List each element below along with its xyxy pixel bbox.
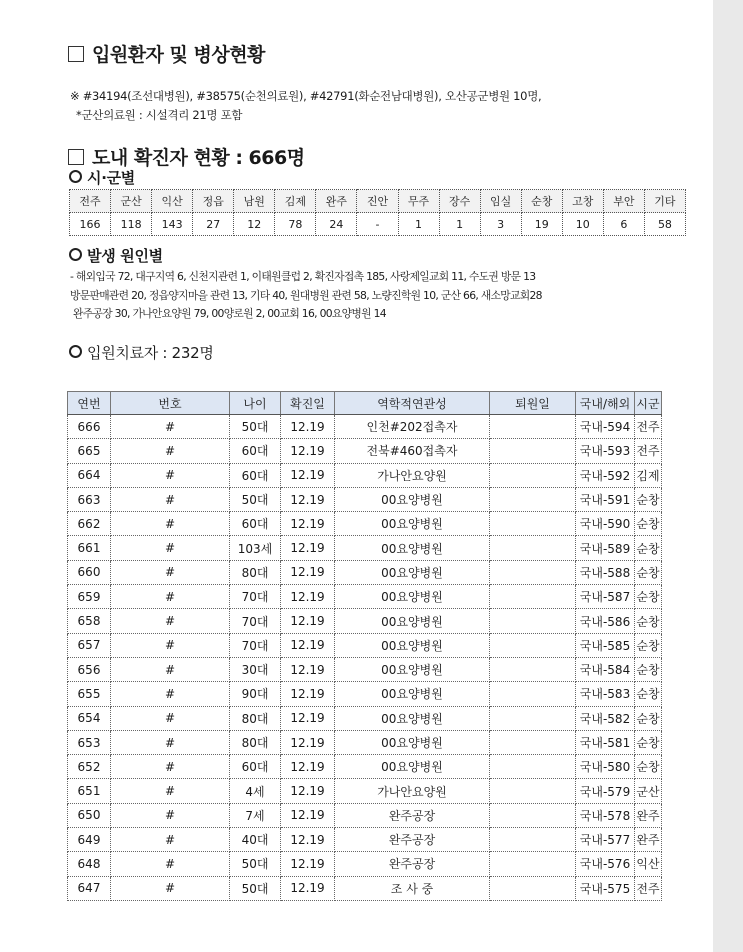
table-cell: 12.19: [281, 755, 335, 779]
table-cell: 순창: [635, 512, 662, 536]
region-header-cell: 군산: [111, 190, 152, 213]
table-row: [68, 512, 662, 536]
region-header-cell: 순창: [521, 190, 562, 213]
table-cell: 국내-577: [576, 828, 635, 852]
table-cell: #: [111, 779, 230, 803]
region-value-cell: 12: [234, 213, 275, 236]
subtitle-text: 발생 원인별: [87, 247, 163, 265]
table-cell: [490, 682, 576, 706]
table-cell: #: [111, 657, 230, 681]
table-cell: 12.19: [281, 463, 335, 487]
region-subtitle: [69, 167, 135, 188]
checkbox-icon: [68, 149, 84, 165]
table-cell: 12.19: [281, 633, 335, 657]
table-cell: 순창: [635, 536, 662, 560]
region-header-cell: 진안: [357, 190, 398, 213]
table-cell: #: [111, 487, 230, 511]
table-cell: 조 사 중: [335, 876, 490, 900]
table-cell: 649: [68, 828, 111, 852]
table-cell: 국내-578: [576, 803, 635, 827]
table-cell: 00요양병원: [335, 706, 490, 730]
column-header: 확진일: [281, 392, 335, 415]
table-cell: 00요양병원: [335, 682, 490, 706]
table-cell: 648: [68, 852, 111, 876]
table-cell: 국내-575: [576, 876, 635, 900]
table-cell: 665: [68, 439, 111, 463]
table-cell: #: [111, 682, 230, 706]
table-cell: 657: [68, 633, 111, 657]
table-cell: 완주: [635, 803, 662, 827]
table-cell: 12.19: [281, 512, 335, 536]
table-row: [68, 439, 662, 463]
table-cell: 국내-579: [576, 779, 635, 803]
table-cell: 00요양병원: [335, 657, 490, 681]
table-cell: [490, 779, 576, 803]
table-cell: [490, 463, 576, 487]
region-value-cell: 143: [152, 213, 193, 236]
table-cell: 12.19: [281, 560, 335, 584]
table-cell: 00요양병원: [335, 560, 490, 584]
table-cell: [490, 755, 576, 779]
table-cell: [490, 876, 576, 900]
table-cell: 순창: [635, 657, 662, 681]
table-cell: #: [111, 536, 230, 560]
table-row: [68, 730, 662, 754]
table-cell: [490, 706, 576, 730]
region-header-cell: 임실: [480, 190, 521, 213]
table-cell: 12.19: [281, 487, 335, 511]
table-cell: 국내-586: [576, 609, 635, 633]
column-header: 시군: [635, 392, 662, 415]
table-cell: 652: [68, 755, 111, 779]
table-cell: 651: [68, 779, 111, 803]
table-cell: 660: [68, 560, 111, 584]
table-row: [68, 803, 662, 827]
table-cell: 00요양병원: [335, 512, 490, 536]
table-cell: 12.19: [281, 828, 335, 852]
section-inpatient-status-title: [68, 40, 265, 67]
table-cell: 80대: [230, 730, 281, 754]
table-cell: [490, 609, 576, 633]
table-cell: [490, 633, 576, 657]
table-cell: #: [111, 852, 230, 876]
table-cell: 국내-591: [576, 487, 635, 511]
table-cell: 국내-594: [576, 415, 635, 439]
subtitle-text: 시·군별: [87, 169, 135, 187]
table-row: [68, 487, 662, 511]
table-cell: 30대: [230, 657, 281, 681]
table-cell: #: [111, 706, 230, 730]
table-row: [68, 755, 662, 779]
table-cell: 가나안요양원: [335, 463, 490, 487]
table-cell: 663: [68, 487, 111, 511]
table-cell: 60대: [230, 439, 281, 463]
table-cell: 12.19: [281, 876, 335, 900]
table-cell: [490, 512, 576, 536]
table-cell: 12.19: [281, 730, 335, 754]
table-cell: 656: [68, 657, 111, 681]
table-cell: 40대: [230, 828, 281, 852]
table-cell: #: [111, 439, 230, 463]
region-header-cell: 김제: [275, 190, 316, 213]
table-cell: 완주공장: [335, 803, 490, 827]
table-cell: #: [111, 730, 230, 754]
table-cell: 완주공장: [335, 852, 490, 876]
table-cell: 00요양병원: [335, 633, 490, 657]
table-cell: 국내-585: [576, 633, 635, 657]
region-header-cell: 정읍: [193, 190, 234, 213]
table-cell: 국내-582: [576, 706, 635, 730]
table-cell: 00요양병원: [335, 730, 490, 754]
column-header: 국내/해외: [576, 392, 635, 415]
table-cell: 00요양병원: [335, 585, 490, 609]
section-title-text: 도내 확진자 현황 : 666명: [92, 147, 305, 169]
table-cell: 국내-590: [576, 512, 635, 536]
cause-line: - 해외입국 72, 대구지역 6, 신천지관련 1, 이태원클럽 2, 확진자접촉 185, 사랑제일교회 11, 수도권 방문 13: [70, 270, 536, 283]
table-cell: 국내-592: [576, 463, 635, 487]
region-table: [69, 189, 686, 236]
table-row: [68, 779, 662, 803]
table-row: [68, 876, 662, 900]
table-cell: 순창: [635, 730, 662, 754]
table-cell: 60대: [230, 755, 281, 779]
region-header-row: [70, 190, 686, 213]
subtitle-text: 입원치료자 : 232명: [87, 344, 214, 362]
table-cell: 김제: [635, 463, 662, 487]
table-cell: 647: [68, 876, 111, 900]
checkbox-icon: [68, 46, 84, 62]
column-header: 번호: [111, 392, 230, 415]
table-cell: [490, 487, 576, 511]
table-cell: 12.19: [281, 706, 335, 730]
region-value-cell: -: [357, 213, 398, 236]
table-cell: #: [111, 828, 230, 852]
table-row: [68, 657, 662, 681]
table-cell: 가나안요양원: [335, 779, 490, 803]
region-value-cell: 1: [439, 213, 480, 236]
table-row: [68, 415, 662, 439]
table-cell: 12.19: [281, 585, 335, 609]
cause-line: 완주공장 30, 가나안요양원 79, 00양로원 2, 00교회 16, 00요양병원 14: [73, 307, 386, 320]
table-cell: [490, 657, 576, 681]
region-value-cell: 3: [480, 213, 521, 236]
table-cell: 전주: [635, 439, 662, 463]
inpatient-header-row: [68, 392, 662, 415]
region-header-cell: 무주: [398, 190, 439, 213]
table-cell: 국내-593: [576, 439, 635, 463]
table-cell: 60대: [230, 463, 281, 487]
table-cell: 80대: [230, 706, 281, 730]
table-cell: 순창: [635, 706, 662, 730]
table-cell: 12.19: [281, 536, 335, 560]
region-header-cell: 고창: [562, 190, 603, 213]
table-cell: 00요양병원: [335, 755, 490, 779]
table-cell: 순창: [635, 585, 662, 609]
table-cell: 7세: [230, 803, 281, 827]
table-cell: 70대: [230, 609, 281, 633]
region-value-cell: 27: [193, 213, 234, 236]
table-cell: 국내-583: [576, 682, 635, 706]
cause-subtitle: [69, 245, 163, 266]
table-row: [68, 560, 662, 584]
table-cell: 90대: [230, 682, 281, 706]
table-cell: 12.19: [281, 852, 335, 876]
table-cell: 순창: [635, 633, 662, 657]
table-cell: [490, 730, 576, 754]
table-cell: 661: [68, 536, 111, 560]
region-value-cell: 166: [70, 213, 111, 236]
column-header: 연번: [68, 392, 111, 415]
table-cell: 60대: [230, 512, 281, 536]
inpatient-subtitle: [69, 342, 214, 363]
column-header: 퇴원일: [490, 392, 576, 415]
section-confirmed-title: [68, 143, 305, 170]
table-cell: 70대: [230, 585, 281, 609]
region-header-cell: 남원: [234, 190, 275, 213]
table-row: [68, 706, 662, 730]
table-cell: 12.19: [281, 779, 335, 803]
table-cell: 완주: [635, 828, 662, 852]
cause-line: 방문판매관련 20, 정읍양지마을 관련 13, 기타 40, 원대병원 관련 58, 노량진학원 10, 군산 66, 새소망교회28: [70, 289, 542, 302]
table-row: [68, 633, 662, 657]
table-cell: 순창: [635, 560, 662, 584]
table-cell: [490, 536, 576, 560]
note-line: *군산의료원 : 시설격리 21명 포함: [76, 108, 243, 122]
region-value-cell: 58: [644, 213, 685, 236]
table-cell: 국내-581: [576, 730, 635, 754]
region-header-cell: 전주: [70, 190, 111, 213]
table-cell: 국내-589: [576, 536, 635, 560]
table-cell: #: [111, 560, 230, 584]
table-cell: #: [111, 609, 230, 633]
table-cell: 12.19: [281, 415, 335, 439]
table-cell: 12.19: [281, 803, 335, 827]
table-cell: 전주: [635, 876, 662, 900]
table-cell: 664: [68, 463, 111, 487]
table-cell: 국내-588: [576, 560, 635, 584]
table-cell: 순창: [635, 682, 662, 706]
table-cell: 662: [68, 512, 111, 536]
note-line: ※ #34194(조선대병원), #38575(순천의료원), #42791(화순전남대병원), 오산공군병원 10명,: [70, 89, 542, 103]
table-cell: [490, 415, 576, 439]
column-header: 역학적연관성: [335, 392, 490, 415]
table-cell: 인천#202접촉자: [335, 415, 490, 439]
column-header: 나이: [230, 392, 281, 415]
table-cell: 12.19: [281, 439, 335, 463]
region-value-cell: 1: [398, 213, 439, 236]
region-header-cell: 장수: [439, 190, 480, 213]
table-cell: #: [111, 633, 230, 657]
table-cell: [490, 585, 576, 609]
table-cell: 순창: [635, 487, 662, 511]
table-cell: 12.19: [281, 657, 335, 681]
region-header-cell: 부안: [603, 190, 644, 213]
circle-bullet-icon: [69, 170, 82, 183]
circle-bullet-icon: [69, 345, 82, 358]
table-cell: [490, 560, 576, 584]
table-cell: 익산: [635, 852, 662, 876]
table-cell: #: [111, 463, 230, 487]
table-cell: #: [111, 803, 230, 827]
table-cell: 전북#460접촉자: [335, 439, 490, 463]
region-header-cell: 기타: [644, 190, 685, 213]
region-value-cell: 78: [275, 213, 316, 236]
table-cell: 00요양병원: [335, 536, 490, 560]
region-header-cell: 익산: [152, 190, 193, 213]
region-header-cell: 완주: [316, 190, 357, 213]
table-row: [68, 682, 662, 706]
table-cell: 국내-580: [576, 755, 635, 779]
table-row: [68, 585, 662, 609]
table-cell: 655: [68, 682, 111, 706]
table-cell: 국내-576: [576, 852, 635, 876]
table-cell: [490, 803, 576, 827]
section-title-text: 입원환자 및 병상현황: [92, 44, 265, 66]
table-row: [68, 852, 662, 876]
table-cell: 순창: [635, 755, 662, 779]
table-cell: 70대: [230, 633, 281, 657]
table-row: [68, 463, 662, 487]
region-value-cell: 10: [562, 213, 603, 236]
table-cell: #: [111, 755, 230, 779]
table-cell: 00요양병원: [335, 487, 490, 511]
table-cell: #: [111, 512, 230, 536]
region-value-cell: 6: [603, 213, 644, 236]
table-cell: 50대: [230, 415, 281, 439]
region-value-row: [70, 213, 686, 236]
table-cell: 군산: [635, 779, 662, 803]
table-cell: 650: [68, 803, 111, 827]
table-cell: 전주: [635, 415, 662, 439]
region-value-cell: 19: [521, 213, 562, 236]
inpatient-table: [67, 391, 662, 901]
table-cell: 12.19: [281, 609, 335, 633]
table-row: [68, 536, 662, 560]
table-cell: 659: [68, 585, 111, 609]
table-cell: 103세: [230, 536, 281, 560]
table-cell: [490, 828, 576, 852]
table-cell: [490, 852, 576, 876]
table-row: [68, 609, 662, 633]
table-cell: 654: [68, 706, 111, 730]
table-cell: 80대: [230, 560, 281, 584]
table-cell: 완주공장: [335, 828, 490, 852]
table-cell: 국내-587: [576, 585, 635, 609]
table-cell: #: [111, 876, 230, 900]
circle-bullet-icon: [69, 248, 82, 261]
table-cell: #: [111, 585, 230, 609]
region-value-cell: 24: [316, 213, 357, 236]
table-row: [68, 828, 662, 852]
table-cell: 658: [68, 609, 111, 633]
table-cell: 4세: [230, 779, 281, 803]
region-value-cell: 118: [111, 213, 152, 236]
table-cell: 국내-584: [576, 657, 635, 681]
table-cell: 12.19: [281, 682, 335, 706]
table-cell: 순창: [635, 609, 662, 633]
page-edge: [713, 0, 743, 952]
table-cell: #: [111, 415, 230, 439]
table-cell: 00요양병원: [335, 609, 490, 633]
table-cell: 50대: [230, 487, 281, 511]
table-cell: 50대: [230, 876, 281, 900]
table-cell: 666: [68, 415, 111, 439]
table-cell: 50대: [230, 852, 281, 876]
table-cell: 653: [68, 730, 111, 754]
table-cell: [490, 439, 576, 463]
